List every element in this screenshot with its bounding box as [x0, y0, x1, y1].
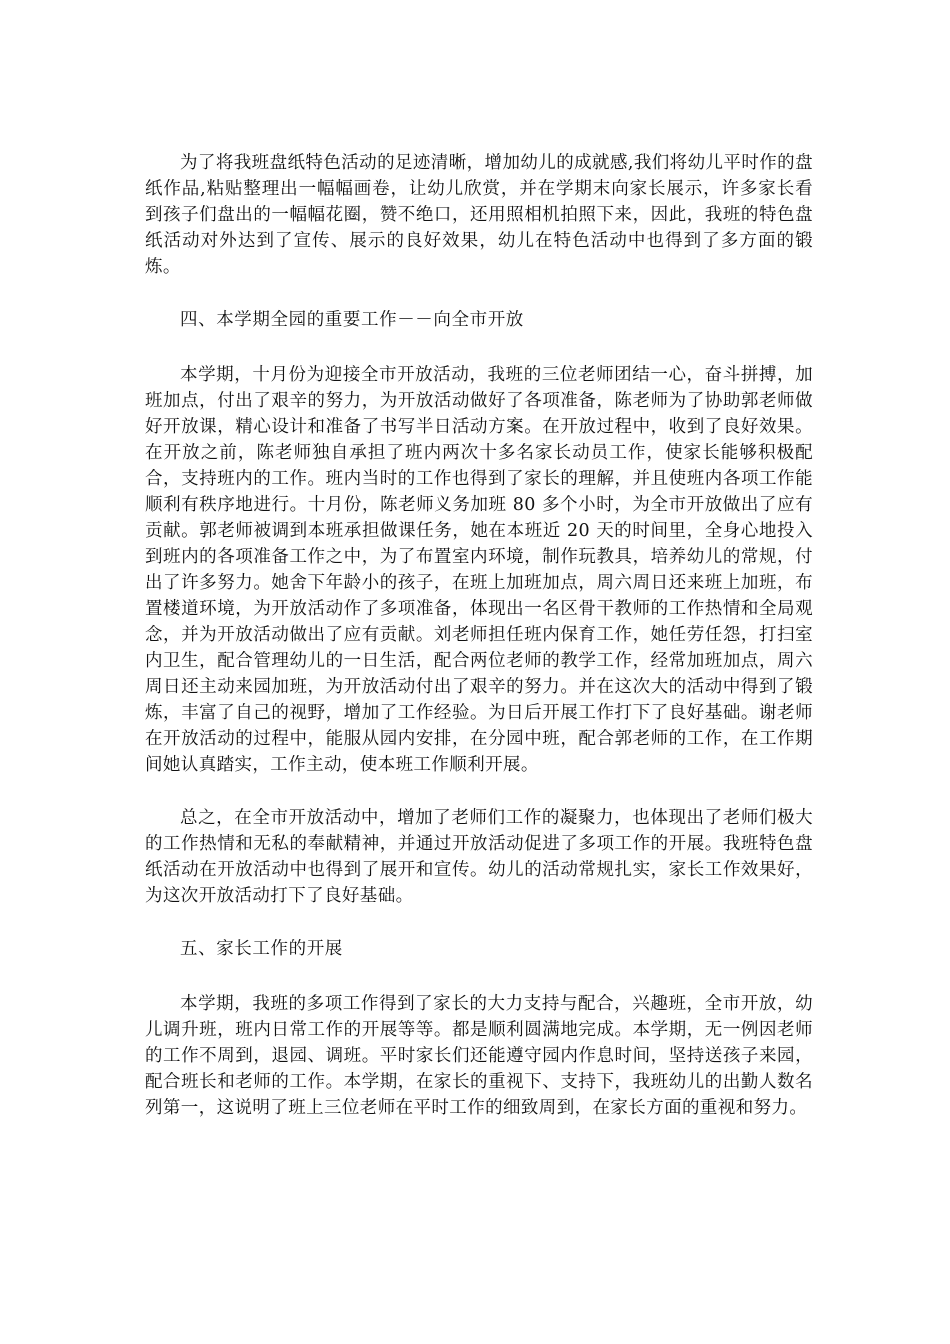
- paragraph-parent-work: 本学期，我班的多项工作得到了家长的大力支持与配合，兴趣班，全市开放，幼儿调升班，班内日常工作的开展等等。都是顺利圆满地完成。本学期，无一例因老师的工作不周到，退园、调班。平时家长们还能遵守园内作息时间，坚持送孩子来园，配合班长和老师的工作。本学期，在家长的重视下、支持下，我班幼儿的出勤人数名列第一，这说明了班上三位老师在平时工作的细致周到，在家长方面的重视和努力。: [145, 994, 813, 1118]
- section-heading-open-to-city: 四、本学期全园的重要工作－－向全市开放: [180, 310, 524, 330]
- paragraph-summary: 总之，在全市开放活动中，增加了老师们工作的凝聚力，也体现出了老师们极大的工作热情和无私的奉献精神，并通过开放活动促进了多项工作的开展。我班特色盘纸活动在开放活动中也得到了展开和宣传。幼儿的活动常规扎实，家长工作效果好，为这次开放活动打下了良好基础。: [145, 808, 813, 906]
- section-heading-parent-work: 五、家长工作的开展: [180, 939, 343, 959]
- document-page: [145, 150, 813, 1148]
- paragraph-open-activity-details: 本学期，十月份为迎接全市开放活动，我班的三位老师团结一心，奋斗拼搏，加班加点，付出了艰辛的努力，为开放活动做好了各项准备，陈老师为了协助郭老师做好开放课，精心设计和准备了书写半日活动方案。在开放过程中，收到了良好效果。在开放之前，陈老师独自承担了班内两次十多名家长动员工作，使家长能够积极配合，支持班内的工作。班内当时的工作也得到了家长的理解，并且使班内各项工作能顺利有秩序地进行。十月份，陈老师义务加班 80 多个小时，为全市开放做出了应有贡献。郭老师被调到本班承担做课任务，她在本班近 20 天的时间里，全身心地投入到班内的各项准备工作之中，为了布置室内环境，制作玩教具，培养幼儿的常规，付出了许多努力。她舍下年龄小的孩子，在班上加班加点，周六周日还来班上加班，布置楼道环境，为开放活动作了多项准备，体现出一名区骨干教师的工作热情和全局观念，并为开放活动做出了应有贡献。刘老师担任班内保育工作，她任劳任怨，打扫室内卫生，配合管理幼儿的一日生活，配合两位老师的教学工作，经常加班加点，周六周日还主动来园加班，为开放活动付出了艰辛的努力。并在这次大的活动中得到了锻炼，丰富了自己的视野，增加了工作经验。为日后开展工作打下了良好基础。谢老师在开放活动的过程中，能服从园内安排，在分园中班，配合郭老师的工作，在工作期间她认真踏实，工作主动，使本班工作顺利开展。: [145, 365, 813, 775]
- paragraph-pan-paper-activity: 为了将我班盘纸特色活动的足迹清晰，增加幼儿的成就感,我们将幼儿平时作的盘纸作品,粘贴整理出一幅幅画卷，让幼儿欣赏，并在学期末向家长展示，许多家长看到孩子们盘出的一幅幅花圈，赞不绝口，还用照相机拍照下来，因此，我班的特色盘纸活动对外达到了宣传、展示的良好效果，幼儿在特色活动中也得到了多方面的锻炼。: [145, 153, 813, 277]
